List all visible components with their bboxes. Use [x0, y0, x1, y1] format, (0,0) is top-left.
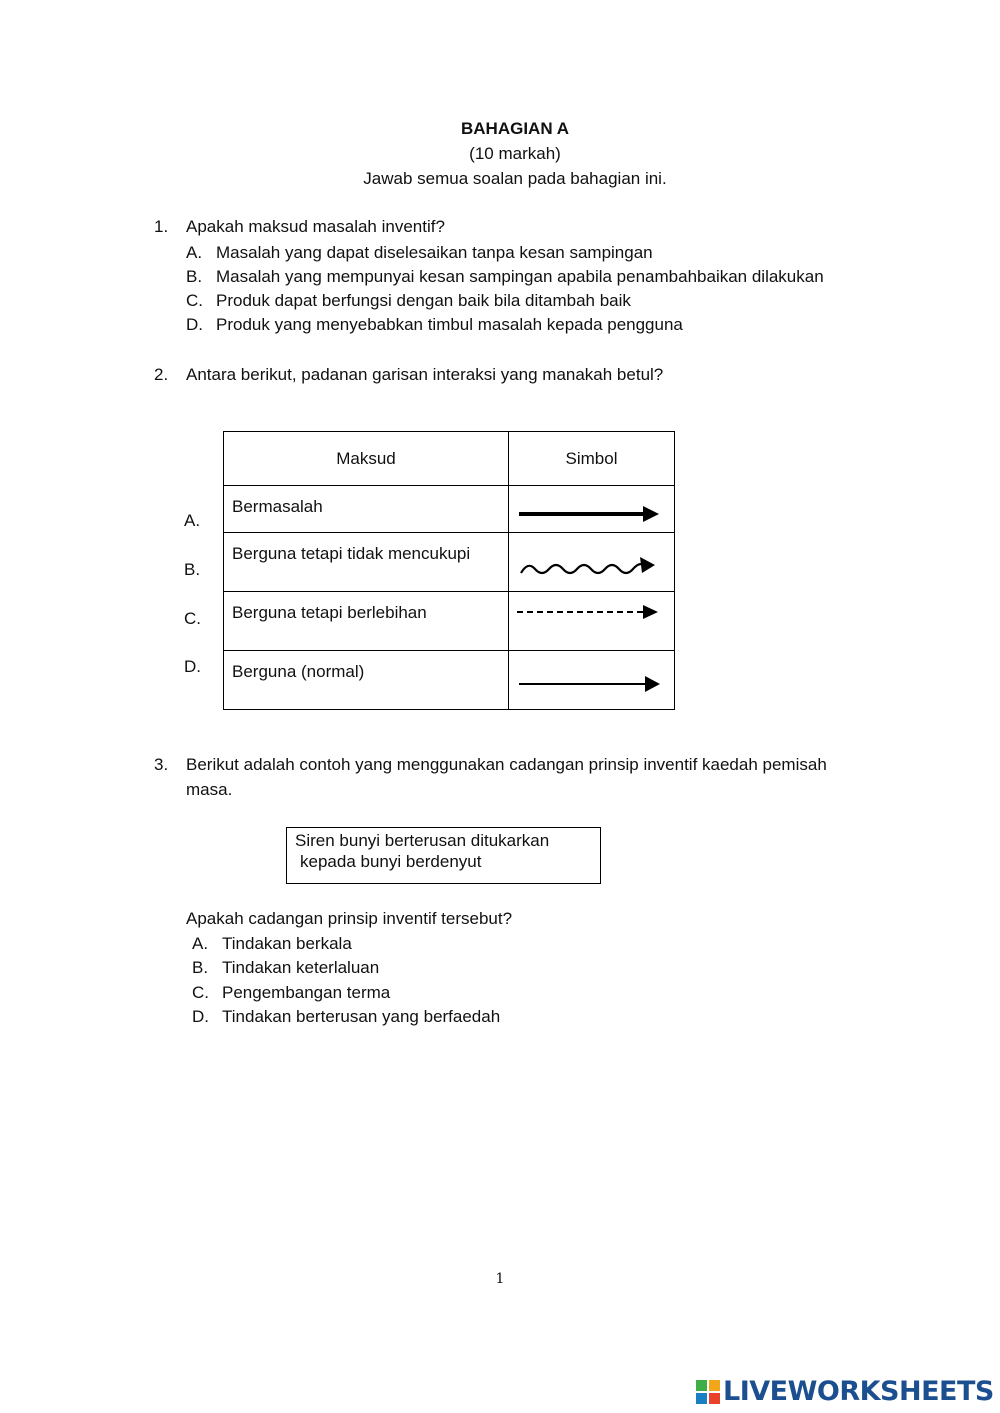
q1-option-b-letter: B. [186, 267, 203, 286]
q1-option-a-text: Masalah yang dapat diselesaikan tanpa kesan sampingan [216, 243, 653, 262]
q3-option-b-letter: B. [192, 958, 209, 977]
question-2-number: 2. [154, 365, 169, 384]
example-box-line1: Siren bunyi berterusan ditukarkan [295, 831, 550, 850]
symbol-table [223, 431, 675, 710]
q3-option-b-text: Tindakan keterlaluan [222, 958, 380, 977]
q1-option-b-text: Masalah yang mempunyai kesan sampingan apabila penambahbaikan dilakukan [216, 267, 824, 286]
question-2-text: Antara berikut, padanan garisan interaksi yang manakah betul? [186, 365, 664, 384]
q1-option-c-text: Produk dapat berfungsi dengan baik bila ditambah baik [216, 291, 631, 310]
question-1-text: Apakah maksud masalah inventif? [186, 217, 445, 236]
question-3-number: 3. [154, 755, 169, 774]
dashed-arrow-icon [509, 592, 674, 650]
question-3-text-line2: masa. [186, 780, 233, 799]
q3-option-d-letter: D. [192, 1007, 209, 1026]
q3-option-a-text: Tindakan berkala [222, 934, 352, 953]
row-a-meaning: Bermasalah [232, 497, 323, 516]
q3-option-c-letter: C. [192, 983, 209, 1002]
row-c-meaning: Berguna tetapi berlebihan [232, 603, 427, 622]
q1-option-a-letter: A. [186, 243, 203, 262]
brand-watermark[interactable] [696, 1378, 994, 1406]
page-number: 1 [495, 1271, 505, 1287]
wavy-arrow-icon [509, 533, 674, 591]
header-maksud: Maksud [224, 432, 509, 486]
q1-option-d-text: Produk yang menyebabkan timbul masalah kepada pengguna [216, 315, 683, 334]
question-3-prompt: Apakah cadangan prinsip inventif tersebut? [186, 909, 513, 928]
thick-arrow-icon [509, 486, 674, 532]
q3-option-a-letter: A. [192, 934, 209, 953]
liveworksheets-logo-icon [696, 1380, 720, 1404]
header-simbol: Simbol [509, 432, 675, 486]
row-c-letter: C. [184, 609, 201, 628]
row-b-meaning: Berguna tetapi tidak mencukupi [232, 544, 471, 563]
q1-option-d-letter: D. [186, 315, 203, 334]
brand-name: LIVEWORKSHEETS [723, 1376, 994, 1407]
question-1-number: 1. [154, 217, 169, 236]
question-3-text-line1: Berikut adalah contoh yang menggunakan cadangan prinsip inventif kaedah pemisah [186, 755, 827, 774]
example-box-line2: kepada bunyi berdenyut [300, 852, 482, 871]
row-d-meaning: Berguna (normal) [232, 662, 365, 681]
q3-option-c-text: Pengembangan terma [222, 983, 391, 1002]
section-title: BAHAGIAN A [461, 119, 569, 138]
section-marks: (10 markah) [469, 144, 561, 163]
row-d-letter: D. [184, 657, 201, 676]
example-box [286, 827, 601, 884]
row-a-letter: A. [184, 511, 201, 530]
thin-arrow-icon [509, 651, 674, 709]
section-instruction: Jawab semua soalan pada bahagian ini. [363, 169, 667, 188]
q1-option-c-letter: C. [186, 291, 203, 310]
row-b-letter: B. [184, 560, 201, 579]
q3-option-d-text: Tindakan berterusan yang berfaedah [222, 1007, 501, 1026]
